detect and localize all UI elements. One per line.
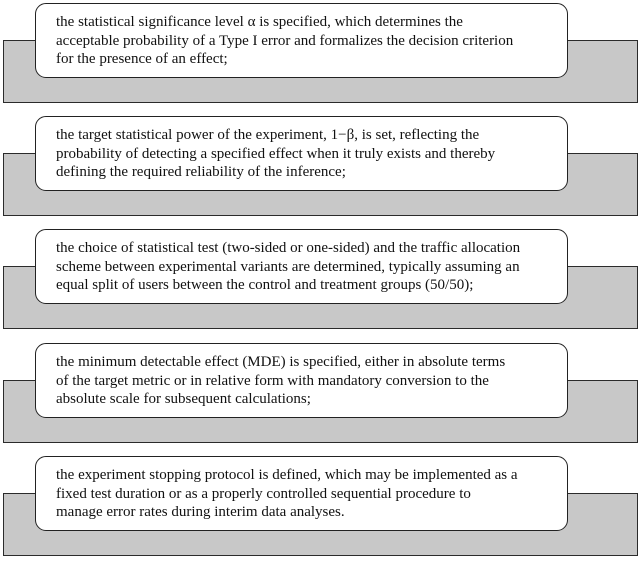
step-text: the minimum detectable effect (MDE) is specified, either in absolute terms of the target metric or in relative form with mandatory conversion to the absolute scale for subsequent calculations;: [56, 354, 506, 407]
step-stopping-protocol: [0, 456, 643, 561]
step-card: [35, 343, 568, 418]
step-test-choice-allocation: [0, 229, 643, 334]
step-statistical-power: [0, 116, 643, 221]
step-text: the choice of statistical test (two-sided or one-sided) and the traffic allocation scheme between experimental variants are determined, typically assuming an equal split of users between the control and treatment groups (50/50);: [56, 240, 521, 293]
step-minimum-detectable-effect: [0, 343, 643, 448]
step-card: [35, 456, 568, 531]
step-card: [35, 3, 568, 78]
step-text: the experiment stopping protocol is defined, which may be implemented as a fixed test duration or as a properly controlled sequential procedure to manage error rates during interim data analyses.: [56, 467, 518, 520]
step-significance-level: [0, 3, 643, 108]
step-text: the target statistical power of the experiment, 1−β, is set, reflecting the probability of detecting a specified effect when it truly exists and thereby defining the required reliability of the inference;: [56, 127, 496, 180]
step-card: [35, 229, 568, 304]
step-text: the statistical significance level α is specified, which determines the acceptable probability of a Type I error and formalizes the decision criterion for the presence of an effect;: [56, 14, 514, 67]
step-card: [35, 116, 568, 191]
